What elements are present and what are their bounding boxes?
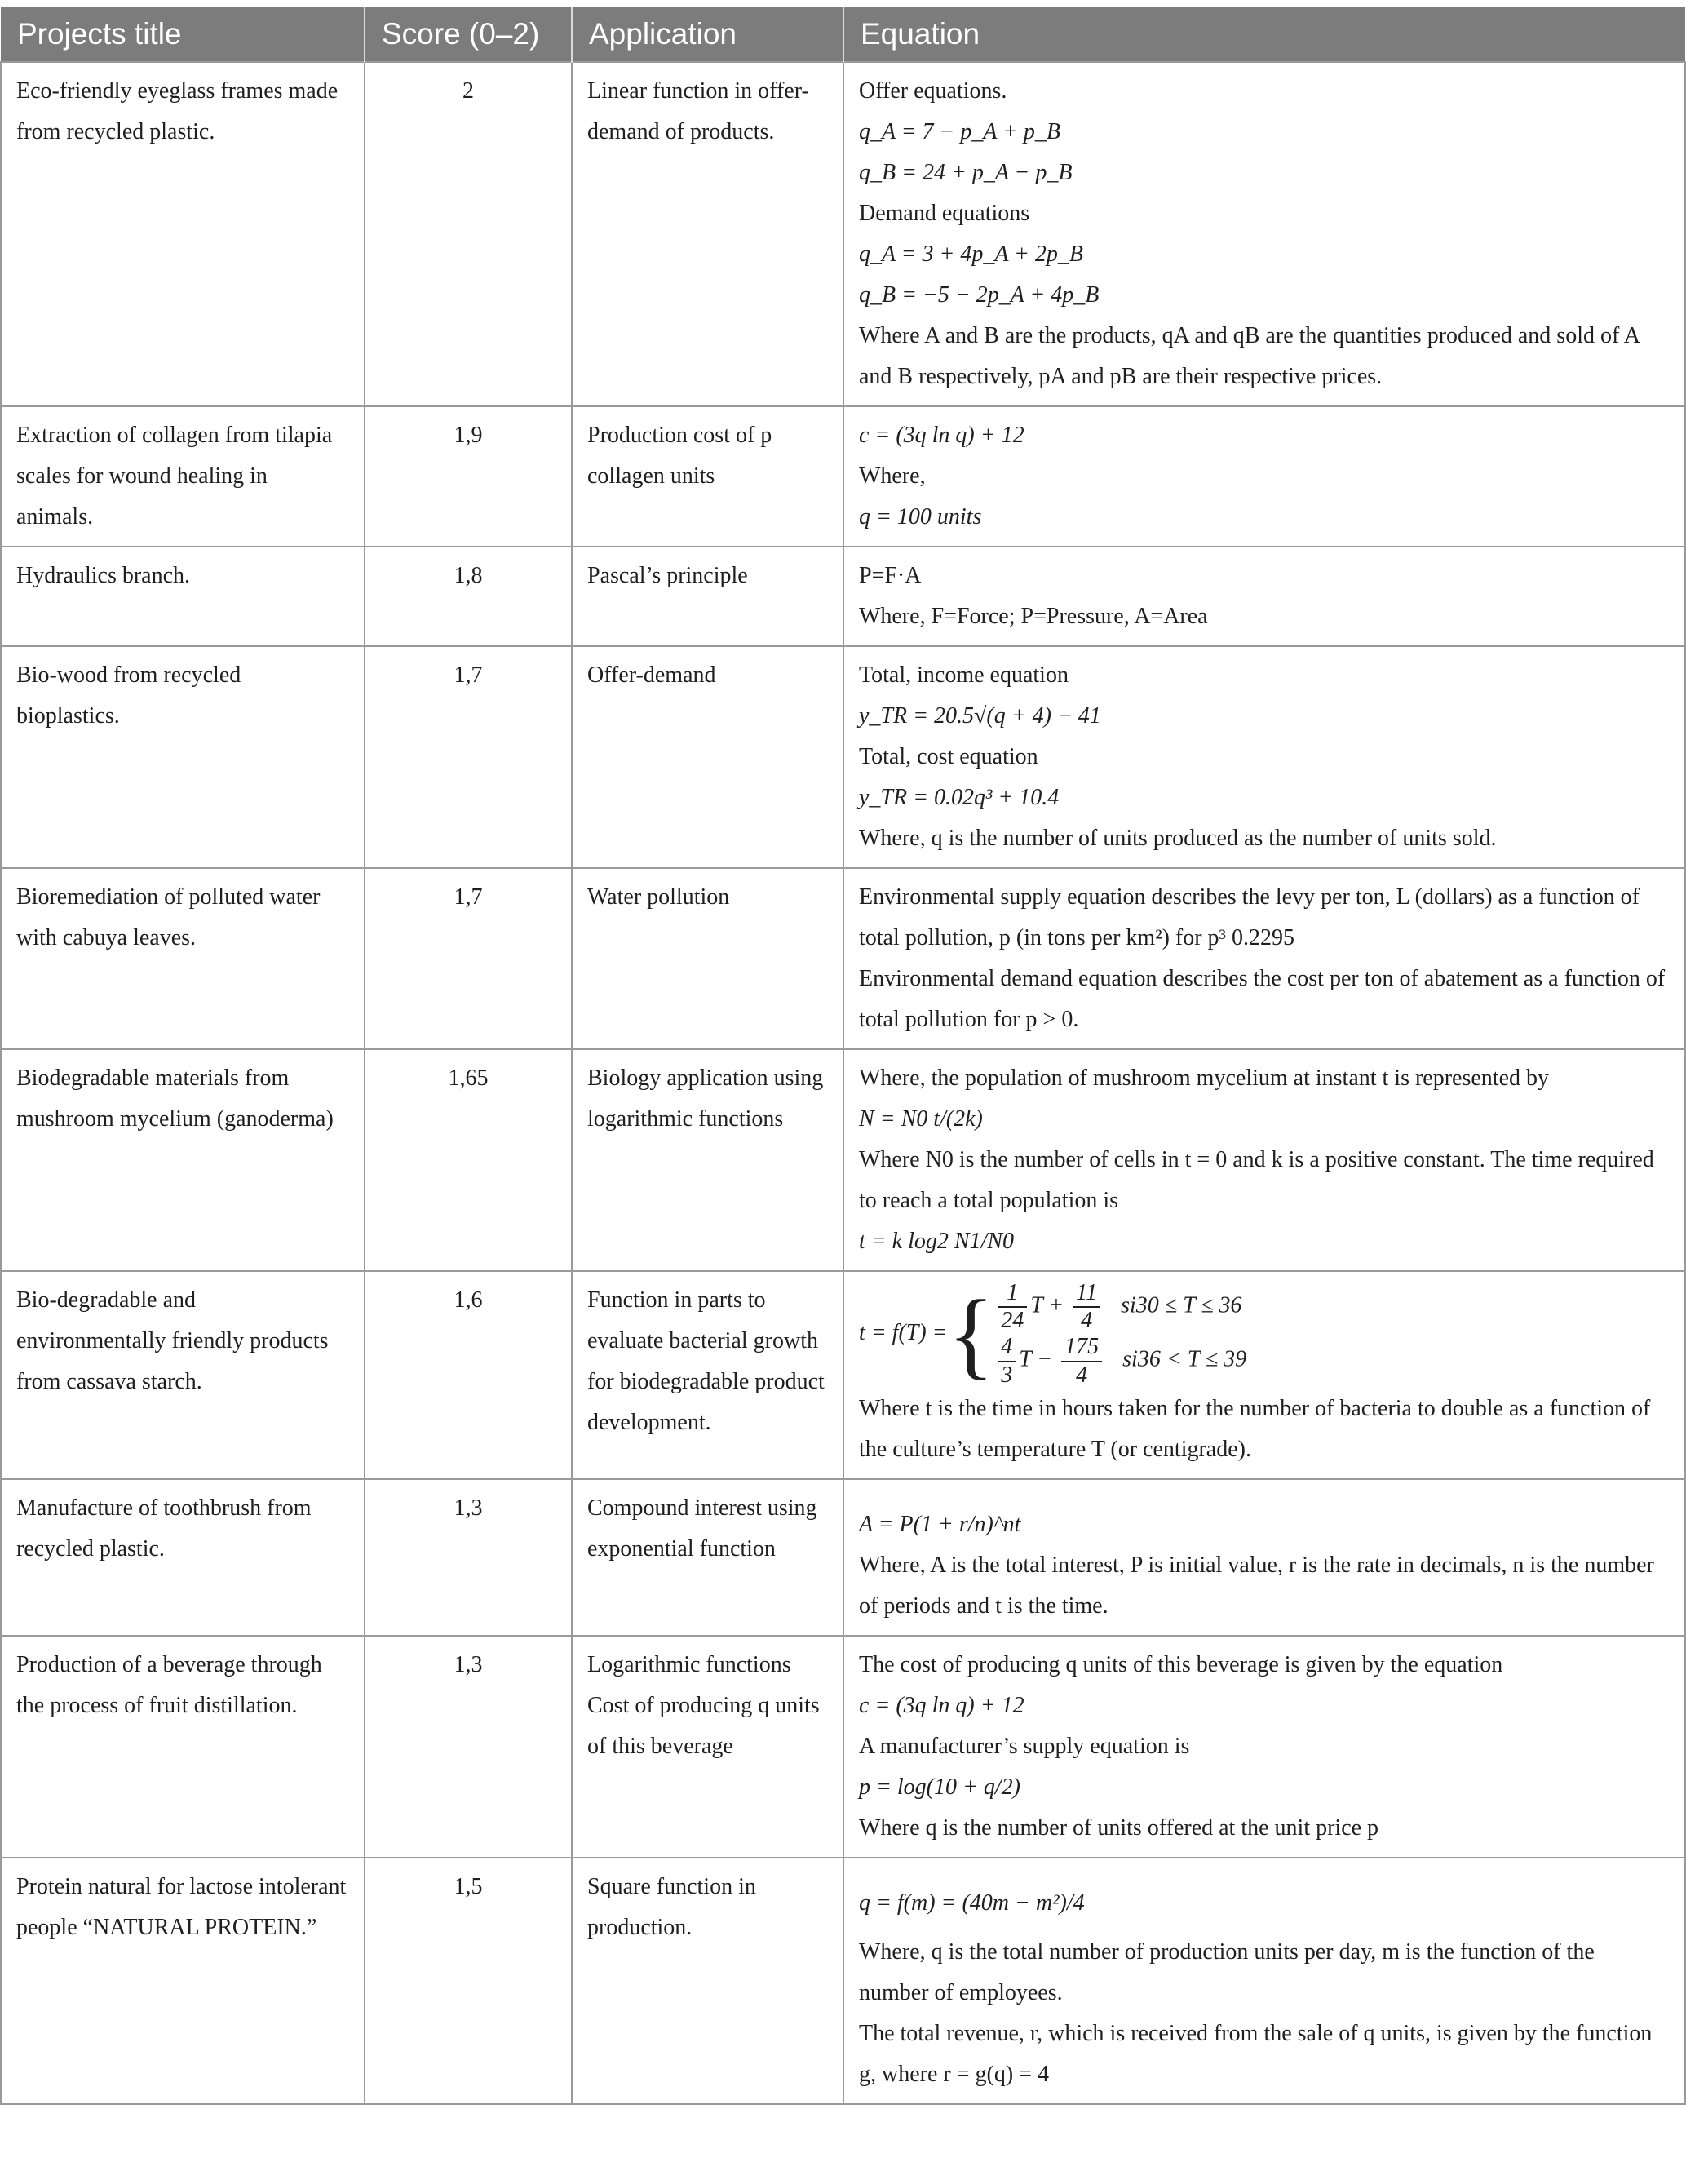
eq-income: y_TR = 20.5√(q + 4) − 41: [859, 703, 1101, 729]
cell-application: Water pollution: [572, 868, 843, 1049]
cell-application: Logarithmic functions Cost of producing q units of this beverage: [572, 1636, 843, 1858]
eq-cost: y_TR = 0.02q³ + 10.4: [859, 785, 1060, 810]
cell-equation: [843, 1049, 1685, 1271]
eq-income-label: Total, income equation: [859, 662, 1069, 688]
eq-intro: Where, the population of mushroom mycelium at instant t is represented by: [859, 1065, 1550, 1091]
cell-score: 2: [365, 62, 572, 406]
cell-score: 1,8: [365, 547, 572, 646]
header-application: Application: [572, 7, 843, 62]
eq-note: Where N0 is the number of cells in t = 0 and k is a positive constant. The time required to reach a total population is: [859, 1147, 1654, 1213]
eq-note: Where A and B are the products, qA and qB are the quantities produced and sold of A and B respectively, pA and pB are their respective prices.: [859, 323, 1640, 389]
cell-title: Protein natural for lactose intolerant people “NATURAL PROTEIN.”: [1, 1858, 365, 2104]
header-projects-title: Projects title: [1, 7, 365, 62]
cell-score: 1,7: [365, 868, 572, 1049]
cell-title: Production of a beverage through the process of fruit distillation.: [1, 1636, 365, 1858]
table-row: [1, 1479, 1685, 1636]
piece-row-2: $\frac{4}{3}$ T − $\frac{175}{4}$ si36 < T ≤ 39: [994, 1334, 1246, 1388]
cell-equation: [843, 547, 1685, 646]
eq-supply: Environmental supply equation describes the levy per ton, L (dollars) as a function of total pollution, p (in tons per km²) for p³ 0.2295: [859, 884, 1640, 950]
eq-q-value: q = 100 units: [859, 504, 982, 529]
header-equation: Equation: [843, 7, 1685, 62]
cell-score: 1,65: [365, 1049, 572, 1271]
eq-offer-label: Offer equations.: [859, 78, 1007, 104]
data-table-container: [0, 7, 1686, 2105]
table-row: [1, 547, 1685, 646]
cell-application: Biology application using logarithmic functions: [572, 1049, 843, 1271]
header-score: Score (0–2): [365, 7, 572, 62]
cell-score: 1,3: [365, 1636, 572, 1858]
eq-offer-2: q_B = 24 + p_A − p_B: [859, 160, 1073, 185]
piece-2-condition: si36 < T ≤ 39: [1122, 1346, 1247, 1372]
table-row: [1, 868, 1685, 1049]
eq-demand-2: q_B = −5 − 2p_A + 4p_B: [859, 282, 1100, 308]
eq-cost-label: Total, cost equation: [859, 744, 1038, 769]
eq-formula: P=F·A: [859, 563, 922, 588]
eq-supply: p = log(10 + q/2): [859, 1774, 1020, 1800]
cell-application: Offer-demand: [572, 646, 843, 868]
cell-application: Square function in production.: [572, 1858, 843, 2104]
cell-title: Bio-wood from recycled bioplastics.: [1, 646, 365, 868]
cell-equation: [843, 1479, 1685, 1636]
table-row: [1, 406, 1685, 547]
table-row: [1, 1049, 1685, 1271]
eq-cost: c = (3q ln q) + 12: [859, 1692, 1024, 1718]
cell-equation: [843, 646, 1685, 868]
table-row: [1, 62, 1685, 406]
eq-note: Where, q is the number of units produced as the number of units sold.: [859, 826, 1497, 851]
projects-table: [0, 7, 1686, 2105]
cell-title: Biodegradable materials from mushroom mycelium (ganoderma): [1, 1049, 365, 1271]
cell-title: Extraction of collagen from tilapia scales for wound healing in animals.: [1, 406, 365, 547]
cell-score: 1,3: [365, 1479, 572, 1636]
piece-row-1: $\frac{1}{24}$ T + $\frac{11}{4}$ si30 ≤ T ≤ 36: [994, 1280, 1246, 1334]
cell-equation: [843, 406, 1685, 547]
table-row: [1, 646, 1685, 868]
eq-demand-label: Demand equations: [859, 201, 1030, 226]
eq-demand-1: q_A = 3 + 4p_A + 2p_B: [859, 241, 1083, 267]
eq-note-1: Where, q is the total number of production units per day, m is the function of the number of employees.: [859, 1938, 1595, 2005]
eq-offer-1: q_A = 7 − p_A + p_B: [859, 119, 1060, 144]
eq-formula: A = P(1 + r/n)^nt: [859, 1511, 1021, 1537]
eq-formula: q = f(m) = (40m − m²)/4: [859, 1889, 1085, 1916]
cell-score: 1,6: [365, 1271, 572, 1479]
cell-application: Linear function in offer-demand of products.: [572, 62, 843, 406]
eq-formula: c = (3q ln q) + 12: [859, 423, 1024, 448]
cell-title: Manufacture of toothbrush from recycled plastic.: [1, 1479, 365, 1636]
eq-demand: Environmental demand equation describes the cost per ton of abatement as a function of total pollution for p > 0.: [859, 966, 1666, 1032]
eq-note: Where, A is the total interest, P is initial value, r is the rate in decimals, n is the number of periods and t is the time.: [859, 1552, 1654, 1619]
table-header: [1, 7, 1685, 62]
cell-equation: [843, 1636, 1685, 1858]
eq-note: Where t is the time in hours taken for the number of bacteria to double as a function of the culture’s temperature T (or centigrade).: [859, 1395, 1651, 1462]
piece-1-condition: si30 ≤ T ≤ 36: [1121, 1292, 1242, 1318]
eq-note: Where q is the number of units offered at the unit price p: [859, 1814, 1379, 1841]
table-row: [1, 1271, 1685, 1479]
cell-score: 1,7: [365, 646, 572, 868]
cell-score: 1,5: [365, 1858, 572, 2104]
cell-title: Eco-friendly eyeglass frames made from recycled plastic.: [1, 62, 365, 406]
cell-title: Bioremediation of polluted water with cabuya leaves.: [1, 868, 365, 1049]
cell-application: Production cost of p collagen units: [572, 406, 843, 547]
eq-where: Where,: [859, 463, 926, 489]
cell-equation: [843, 62, 1685, 406]
cell-score: 1,9: [365, 406, 572, 547]
cell-equation: [843, 868, 1685, 1049]
eq-formula-2: t = k log2 N1/N0: [859, 1229, 1015, 1254]
eq-supply-label: A manufacturer’s supply equation is: [859, 1733, 1190, 1759]
eq-intro: The cost of producing q units of this beverage is given by the equation: [859, 1651, 1503, 1677]
cell-equation: [843, 1271, 1685, 1479]
table-row: [1, 1636, 1685, 1858]
eq-formula-1: N = N0 t/(2k): [859, 1106, 983, 1132]
eq-note: Where, F=Force; P=Pressure, A=Area: [859, 604, 1208, 629]
cell-application: Pascal’s principle: [572, 547, 843, 646]
table-row: [1, 1858, 1685, 2104]
cell-title: Bio-degradable and environmentally friendly products from cassava starch.: [1, 1271, 365, 1479]
cell-application: Compound interest using exponential function: [572, 1479, 843, 1636]
eq-note-2: The total revenue, r, which is received from the sale of q units, is given by the function g, where r = g(q) = 4: [859, 2020, 1653, 2087]
cell-equation: [843, 1858, 1685, 2104]
piece-list: [994, 1280, 1246, 1389]
cell-title: Hydraulics branch.: [1, 547, 365, 646]
brace-glyph: {: [947, 1279, 995, 1389]
cell-application: Function in parts to evaluate bacterial growth for biodegradable product development.: [572, 1271, 843, 1479]
eq-piecewise: t = f(T) ={ $\frac{1}{24}$ T + $\frac{11}{4}$ si30 ≤ T ≤ 36 $\frac{4}{3}$ T − $\frac{175}{4}$ si36 < T ≤ 39: [859, 1279, 1247, 1389]
